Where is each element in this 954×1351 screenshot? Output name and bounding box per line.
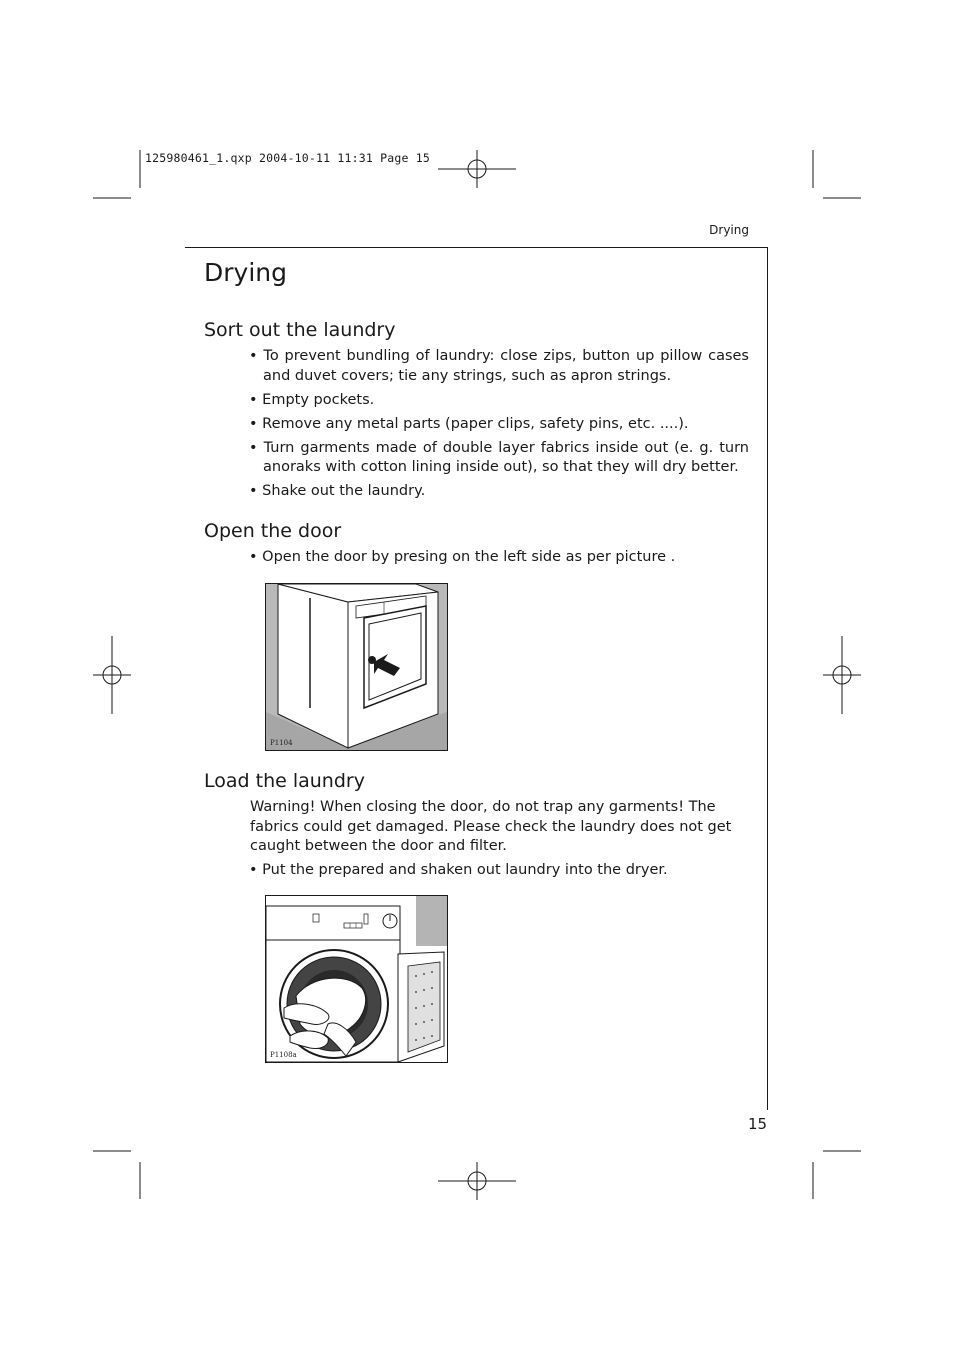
print-slug: 125980461_1.qxp 2004-10-11 11:31 Page 15: [145, 151, 430, 165]
list-item: • To prevent bundling of laundry: close zips, button up pillow cases and duvet covers; tie any strings, such as apron strings.: [249, 347, 749, 386]
sort-list: [249, 347, 749, 506]
section-heading-door: Open the door: [204, 520, 342, 542]
page-title: Drying: [204, 258, 287, 287]
list-item: • Empty pockets.: [249, 391, 749, 411]
list-item: • Put the prepared and shaken out laundry into the dryer.: [249, 861, 749, 881]
figure-label: P1104: [270, 739, 293, 747]
load-list: [249, 861, 749, 885]
list-item: • Turn garments made of double layer fabrics inside out (e. g. turn anoraks with cotton lining inside out), so that they will dry better.: [249, 439, 749, 478]
dryer-loading-illustration: [266, 896, 447, 1062]
list-item: • Remove any metal parts (paper clips, safety pins, etc. ....).: [249, 415, 749, 435]
list-item: • Open the door by presing on the left side as per picture .: [249, 548, 749, 568]
top-rule: [185, 247, 768, 248]
side-rule: [767, 247, 768, 1110]
running-header: Drying: [709, 223, 749, 237]
door-opening-figure: [265, 583, 448, 751]
warning-text: Warning! When closing the door, do not trap any garments! The fabrics could get damaged. Please check the laundry does not get caught between the door and filter.: [250, 799, 732, 854]
figure-label: P1108a: [270, 1051, 297, 1059]
dryer-door-illustration: [266, 584, 447, 750]
section-heading-sort: Sort out the laundry: [204, 319, 396, 341]
section-heading-load: Load the laundry: [204, 770, 365, 792]
load-laundry-figure: [265, 895, 448, 1063]
page-number: 15: [748, 1115, 768, 1133]
list-item: • Shake out the laundry.: [249, 482, 749, 502]
door-list: [249, 548, 749, 572]
